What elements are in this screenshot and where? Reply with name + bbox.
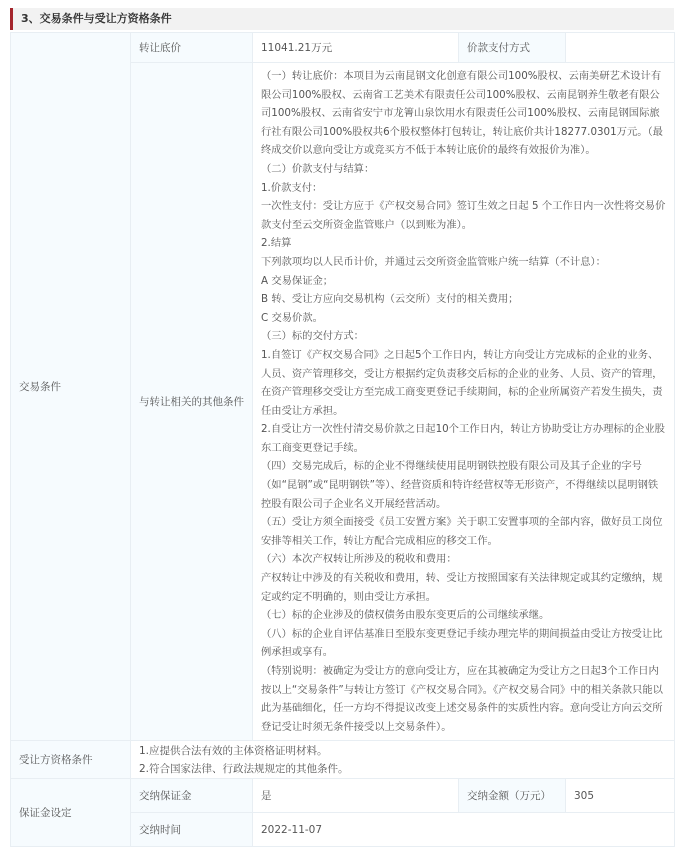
other-conditions-label: 与转让相关的其他条件	[131, 63, 253, 741]
condition-paragraph: （八）标的企业自评估基准日至股东变更登记手续办理完毕的期间损益由受让方按受让比例承担或享有。	[261, 627, 663, 659]
condition-paragraph: 一次性支付：受让方应于《产权交易合同》签订生效之日起 5 个工作日内一次性将交易价款支付至云交所资金监管账户（以到账为准）。	[261, 200, 666, 231]
condition-paragraph: （七）标的企业涉及的债权债务由股东变更后的公司继续承继。	[261, 609, 550, 622]
deposit-label: 保证金设定	[11, 779, 131, 847]
qualification-label: 受让方资格条件	[11, 741, 131, 779]
condition-paragraph: （特别说明：被确定为受让方的意向受让方，应在其被确定为受让方之日起3个工作日内按以上“交易条件”与转让方签订《产权交易合同》。《产权交易合同》中的相关条款只能以此为基础细化，任一方均不得提议改变上述交易条件的实质性内容。意向受让方向云交所登记受让时须无条件接受以上交易条件）。	[261, 665, 663, 733]
condition-paragraph: 2.自受让方一次性付清交易价款之日起10个工作日内，转让方协助受让方办理标的企业股东工商变更登记手续。	[261, 423, 665, 454]
transfer-price-value: 11041.21万元	[253, 33, 459, 63]
deposit-time-label: 交纳时间	[131, 813, 253, 847]
condition-paragraph: 产权转让中涉及的有关税收和费用，转、受让方按照国家有关法律规定或其约定缴纳，规定或约定不明确的，则由受让方承担。	[261, 572, 663, 603]
condition-paragraph: 1.自签订《产权交易合同》之日起5个工作日内，转让方向受让方完成标的企业的业务、人员、资产管理移交，受让方根据约定负责移交后标的企业的业务、人员、资产的管理，在资产管理移交受让方至完成工商变更登记手续期间，标的企业所属资产若发生损失，责任由受让方承担。	[261, 348, 663, 417]
transfer-price-label: 转让底价	[131, 33, 253, 63]
condition-paragraph: A 交易保证金；	[261, 274, 334, 287]
payment-method-label: 价款支付方式	[459, 33, 566, 63]
deposit-required-value: 是	[253, 779, 459, 813]
condition-paragraph: （一）转让底价：本项目为云南昆钢文化创意有限公司100%股权、云南美研艺术设计有限公司100%股权、云南省工艺美术有限责任公司100%股权、云南昆钢养生敬老有限公司100%股权、云南省安宁市龙箐山泉饮用水有限责任公司100%股权、云南昆钢国际旅行社有限公司100%股权共6个股权整体打包转让，转让底价共计18277.0301万元。（最终成交价以意向受让方或竞买方不低于本转让底价的最终有效报价为准）。	[261, 70, 663, 157]
condition-paragraph: 2.结算	[261, 237, 292, 250]
condition-paragraph: B 转、受让方应向交易机构（云交所）支付的相关费用；	[261, 293, 519, 306]
qualification-item: 1.应提供合法有效的主体资格证明材料。	[139, 744, 328, 757]
qualification-item: 2.符合国家法律、行政法规规定的其他条件。	[139, 762, 349, 775]
table-row-qualification	[11, 741, 675, 779]
table-row-price	[11, 33, 675, 63]
qualification-text	[131, 741, 675, 779]
table-row-deposit	[11, 779, 675, 813]
condition-paragraph: C 交易价款。	[261, 311, 323, 324]
deposit-time-value: 2022-11-07	[253, 813, 675, 847]
condition-paragraph: 下列款项均以人民币计价，并通过云交所资金监管账户统一结算（不计息）：	[261, 255, 606, 268]
condition-paragraph: （三）标的交付方式：	[261, 330, 364, 343]
deposit-amount-value: 305	[566, 779, 675, 813]
condition-paragraph: （五）受让方须全面接受《员工安置方案》关于职工安置事项的全部内容，做好员工岗位安排等相关工作，转让方配合完成相应的移交工作。	[261, 516, 663, 547]
condition-paragraph: （六）本次产权转让所涉及的税收和费用：	[261, 553, 457, 566]
section-title: 3、交易条件与受让方资格条件	[10, 8, 674, 30]
deposit-amount-label: 交纳金额（万元）	[459, 779, 566, 813]
condition-paragraph: 1.价款支付：	[261, 181, 323, 194]
deposit-required-label: 交纳保证金	[131, 779, 253, 813]
trade-conditions-table	[10, 32, 675, 847]
payment-method-value	[566, 33, 675, 63]
trade-conditions-label: 交易条件	[11, 33, 131, 741]
condition-paragraph: （二）价款支付与结算：	[261, 162, 375, 175]
other-conditions-text	[253, 63, 675, 741]
condition-paragraph: （四）交易完成后，标的企业不得继续使用昆明钢铁控股有限公司及其子企业的字号（如“昆钢”或“昆明钢铁”等）、经营资质和特许经营权等无形资产，不得继续以昆明钢铁控股有限公司子企业名义开展经营活动。	[261, 460, 659, 510]
